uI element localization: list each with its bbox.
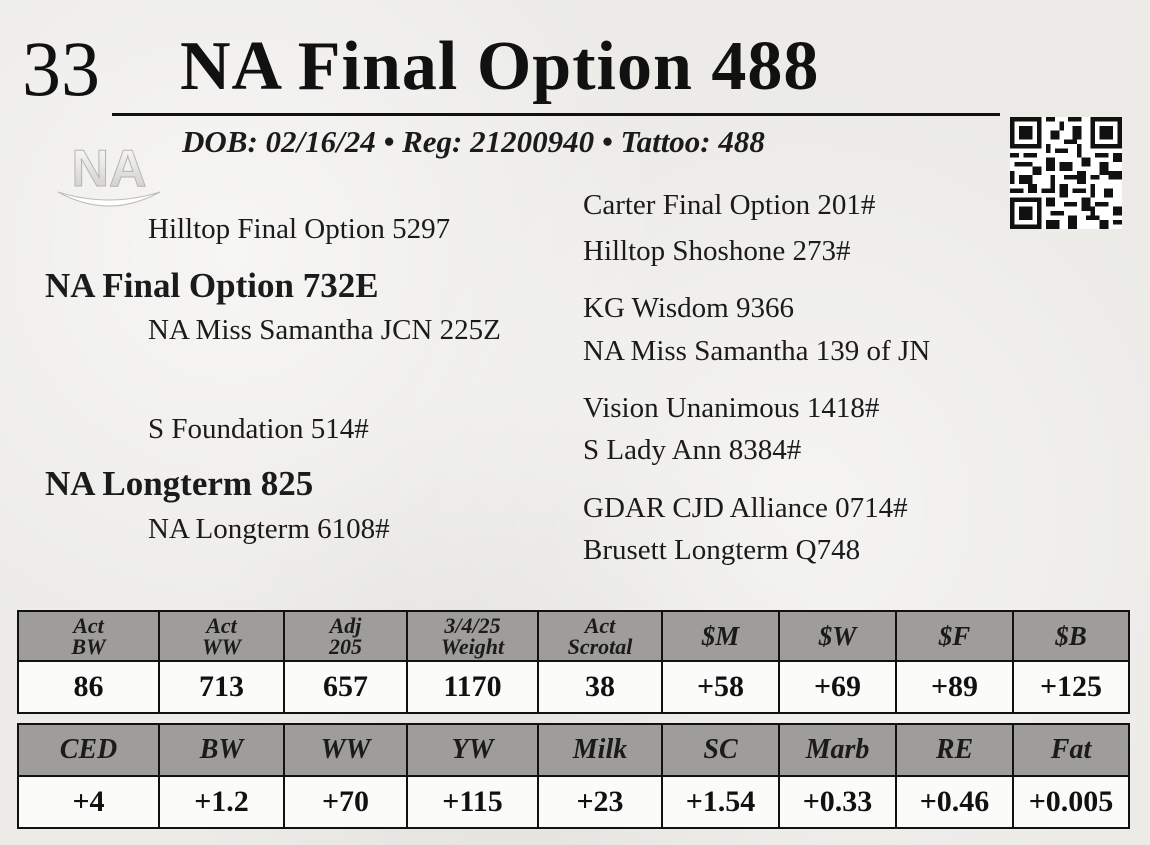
header-act-bw: Act BW <box>18 611 159 661</box>
header-bw: BW <box>159 724 284 776</box>
sire-sire: Hilltop Final Option 5297 <box>148 213 451 245</box>
tattoo-text: Tattoo: 488 <box>620 124 765 159</box>
value-bw: +1.2 <box>159 776 284 828</box>
great-grandparent: S Lady Ann 8384# <box>583 434 802 466</box>
lot-number: 33 <box>22 25 100 112</box>
great-grandparent: KG Wisdom 9366 <box>583 292 794 324</box>
epd-table <box>17 723 1130 829</box>
value-act-scrotal: 38 <box>538 661 662 713</box>
value-sc: +1.54 <box>662 776 779 828</box>
value-ced: +4 <box>18 776 159 828</box>
header-dollar-b: $B <box>1013 611 1129 661</box>
header-fat: Fat <box>1013 724 1129 776</box>
dam-dam: NA Longterm 6108# <box>148 513 390 545</box>
sire: NA Final Option 732E <box>45 266 379 305</box>
value-adj-205: 657 <box>284 661 407 713</box>
great-grandparent: GDAR CJD Alliance 0714# <box>583 492 908 524</box>
value-ww: +70 <box>284 776 407 828</box>
value-dollar-m: +58 <box>662 661 779 713</box>
qr-code-icon[interactable] <box>1010 117 1122 229</box>
dam: NA Longterm 825 <box>45 464 314 503</box>
value-re: +0.46 <box>896 776 1013 828</box>
value-act-bw: 86 <box>18 661 159 713</box>
value-marb: +0.33 <box>779 776 896 828</box>
value-yw: +115 <box>407 776 538 828</box>
na-logo-icon <box>52 138 166 216</box>
great-grandparent: Brusett Longterm Q748 <box>583 534 861 566</box>
great-grandparent: Hilltop Shoshone 273# <box>583 235 851 267</box>
sire-dam: NA Miss Samantha JCN 225Z <box>148 314 501 346</box>
great-grandparent: Carter Final Option 201# <box>583 189 876 221</box>
dob-text: DOB: 02/16/24 <box>182 124 376 159</box>
table-row <box>18 661 1129 713</box>
header-yw: YW <box>407 724 538 776</box>
title-divider <box>112 113 1000 116</box>
value-dollar-b: +125 <box>1013 661 1129 713</box>
value-milk: +23 <box>538 776 662 828</box>
header-sc: SC <box>662 724 779 776</box>
table-header-row <box>18 611 1129 661</box>
header-dollar-m: $M <box>662 611 779 661</box>
separator-dot: • <box>383 124 395 159</box>
table-row <box>18 776 1129 828</box>
value-act-ww: 713 <box>159 661 284 713</box>
header-dollar-f: $F <box>896 611 1013 661</box>
header-ced: CED <box>18 724 159 776</box>
great-grandparent: NA Miss Samantha 139 of JN <box>583 335 931 367</box>
header-re: RE <box>896 724 1013 776</box>
header-adj-205: Adj 205 <box>284 611 407 661</box>
performance-table <box>17 610 1130 714</box>
registration-line <box>182 124 765 160</box>
great-grandparent: Vision Unanimous 1418# <box>583 392 880 424</box>
header-ww: WW <box>284 724 407 776</box>
header-weight: 3/4/25 Weight <box>407 611 538 661</box>
separator-dot: • <box>601 124 613 159</box>
na-logo-text: NA <box>71 140 147 198</box>
value-dollar-f: +89 <box>896 661 1013 713</box>
reg-text: Reg: 21200940 <box>402 124 595 159</box>
header-act-scrotal: Act Scrotal <box>538 611 662 661</box>
header-marb: Marb <box>779 724 896 776</box>
table-header-row <box>18 724 1129 776</box>
value-fat: +0.005 <box>1013 776 1129 828</box>
dam-sire: S Foundation 514# <box>148 413 369 445</box>
page-title: NA Final Option 488 <box>180 28 820 105</box>
header-dollar-w: $W <box>779 611 896 661</box>
header-milk: Milk <box>538 724 662 776</box>
value-weight: 1170 <box>407 661 538 713</box>
value-dollar-w: +69 <box>779 661 896 713</box>
header-act-ww: Act WW <box>159 611 284 661</box>
